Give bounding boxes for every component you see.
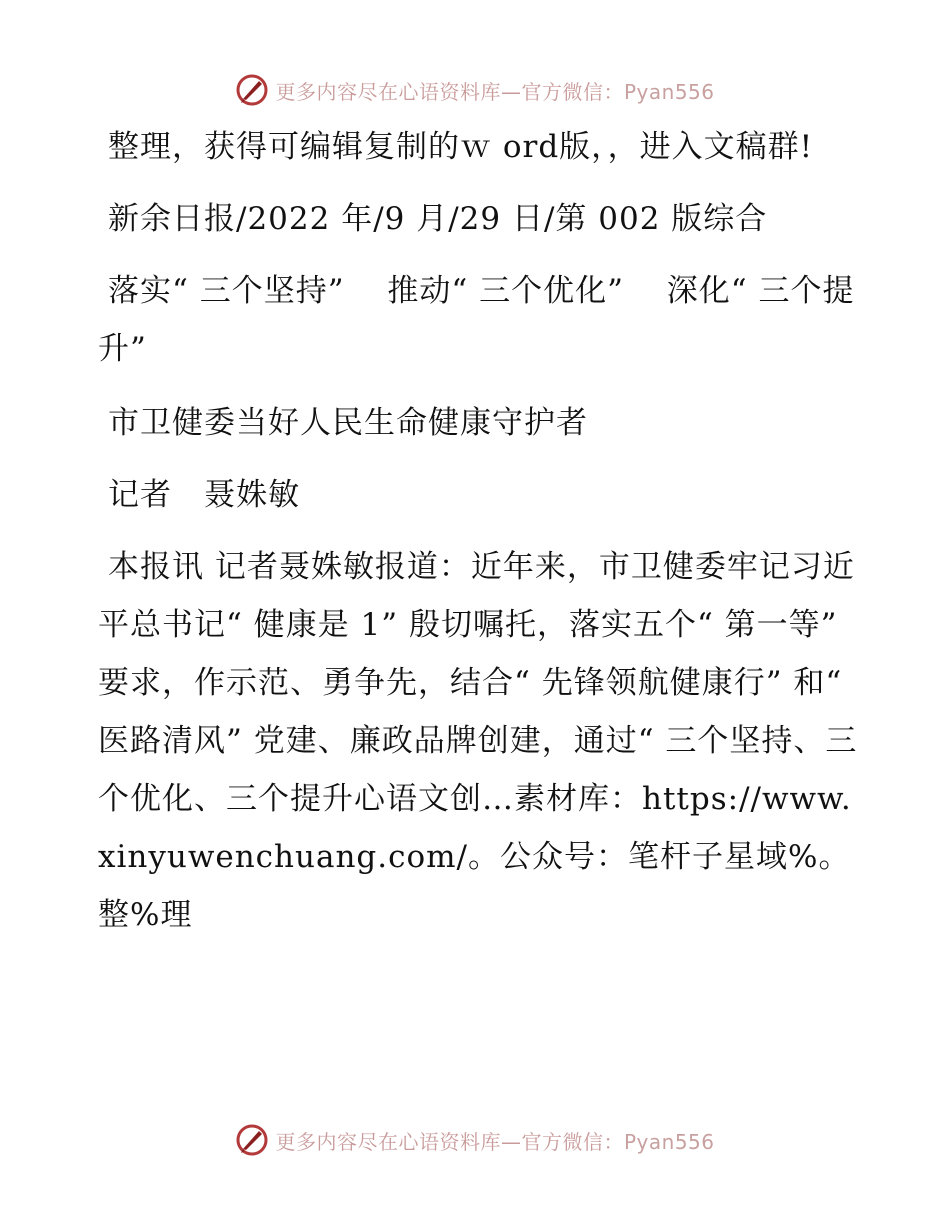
feather-pen-logo-icon: [235, 73, 269, 107]
byline: 记者 聂姝敏: [108, 477, 300, 513]
watermark-text: 更多内容尽在心语资料库—官方微信：Pyan556: [275, 1129, 715, 1154]
watermark-handle: Pyan556: [623, 79, 715, 104]
watermark-text: 更多内容尽在心语资料库—官方微信：Pyan556: [275, 79, 715, 104]
headline: 落实“ 三个坚持” 推动“ 三个优化” 深化“ 三个提升”: [98, 273, 855, 367]
document-body: [98, 118, 858, 944]
feather-pen-logo-icon: [235, 1123, 269, 1157]
footer-watermark: [0, 1120, 950, 1160]
article-body: 本报讯 记者聂姝敏报道：近年来，市卫健委牢记习近平总书记“ 健康是 1” 殷切嘱托，落实五个“ 第一等” 要求，作示范、勇争先，结合“ 先锋领航健康行” 和“ 医路清风” 党建、廉政品牌创建，通过“ 三个坚持、三个优化、三个提升心语文创…素材库：https://www.xinyuwenchuang.com/。公众号：笔杆子星域%。整%理: [98, 549, 858, 933]
source-line: 新余日报/2022 年/9 月/29 日/第 002 版综合: [108, 201, 768, 237]
header-watermark: [0, 70, 950, 110]
subheadline: 市卫健委当好人民生命健康守护者: [108, 405, 588, 441]
intro-paragraph: 整理，获得可编辑复制的ｗ ord版，，进入文稿群!: [108, 129, 814, 165]
watermark-handle: Pyan556: [623, 1129, 715, 1154]
